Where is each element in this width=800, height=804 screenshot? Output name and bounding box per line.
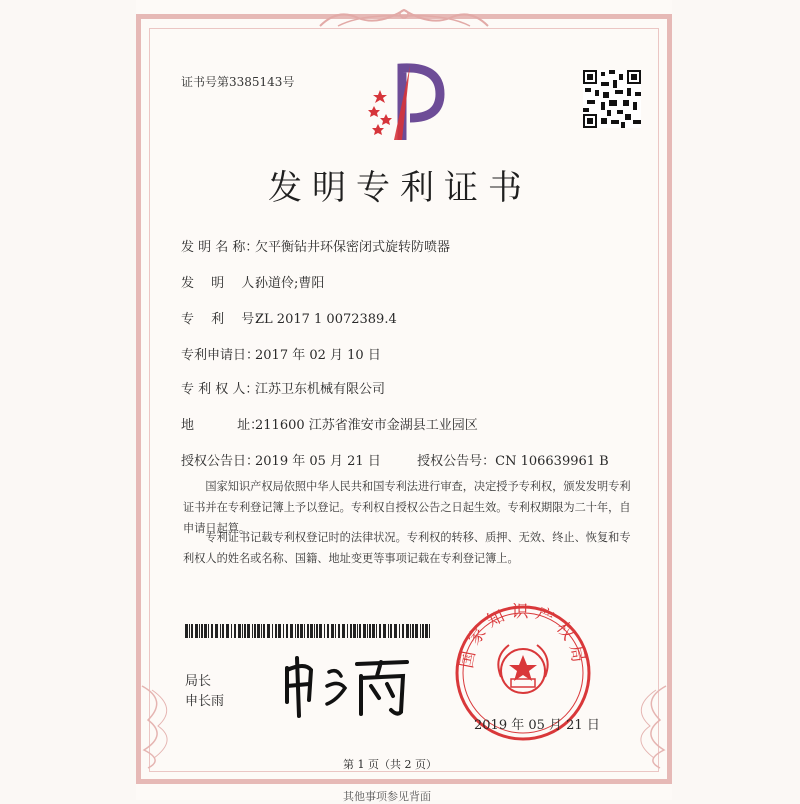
legal-status-note: 专利证书记载专利权登记时的法律状况。专利权的转移、质押、无效、终止、恢复和专利权人的姓名或名称、国籍、地址变更等事项记载在专利登记簿上。 — [183, 531, 631, 565]
certificate-serial: 证书号第3385143号 — [181, 75, 295, 89]
barcode-bar — [215, 624, 218, 638]
field-label: 专 利 权 人： — [181, 382, 259, 397]
barcode-bar — [402, 624, 404, 638]
barcode-bar — [319, 624, 322, 638]
barcode-bar — [189, 624, 190, 638]
barcode-bar — [231, 624, 232, 638]
page-number: 第 1 页（共 2 页） — [343, 758, 437, 771]
barcode-bar — [422, 624, 424, 638]
field-invention-name — [181, 236, 450, 255]
field-inventor — [181, 272, 324, 291]
field-value: 211600 江苏省淮安市金湖县工业园区 — [255, 418, 478, 433]
barcode-bar — [242, 624, 243, 638]
barcode-bar — [388, 624, 389, 638]
bottom-right-ornament-icon — [610, 680, 670, 770]
barcode-bar — [342, 624, 345, 638]
barcode-bar — [357, 624, 358, 638]
barcode-bar — [379, 624, 381, 638]
field-value: 2017 年 02 月 10 日 — [255, 348, 381, 363]
field-label: 授权公告日： — [181, 454, 260, 469]
barcode-bar — [300, 624, 303, 638]
barcode-bar — [304, 624, 305, 638]
barcode-bar — [272, 624, 273, 638]
top-ornament-icon — [318, 6, 490, 28]
field-value: 2019 年 05 月 21 日 — [255, 454, 381, 469]
barcode — [185, 624, 431, 638]
field-label: 授权公告号： — [417, 454, 496, 469]
barcode-bar — [257, 624, 260, 638]
barcode-bar — [252, 624, 253, 638]
field-grant-date — [181, 450, 609, 469]
barcode-bar — [290, 624, 293, 638]
barcode-bar — [376, 624, 377, 638]
patent-office-logo-icon — [366, 60, 446, 146]
barcode-bar — [310, 624, 313, 638]
field-value: 江苏卫东机械有限公司 — [255, 382, 386, 397]
field-label: 发 明 名 称： — [181, 240, 259, 255]
barcode-bar — [399, 624, 400, 638]
seal-text: 国家知识产权局 — [456, 603, 590, 670]
barcode-bar — [222, 624, 224, 638]
barcode-bar — [363, 624, 366, 638]
barcode-bar — [254, 624, 256, 638]
barcode-bar — [263, 624, 265, 638]
barcode-bar — [211, 624, 213, 638]
barcode-bar — [234, 624, 236, 638]
barcode-bar — [220, 624, 221, 638]
barcode-bar — [297, 624, 299, 638]
field-label: 专 利 号： — [181, 312, 268, 327]
field-patent-number — [181, 308, 397, 327]
barcode-bar — [350, 624, 352, 638]
field-label: 地 址： — [181, 418, 264, 433]
field-label: 发 明 人： — [181, 276, 268, 291]
barcode-bar — [327, 624, 329, 638]
barcode-bar — [307, 624, 309, 638]
barcode-bar — [208, 624, 209, 638]
barcode-bar — [353, 624, 356, 638]
barcode-bar — [369, 624, 371, 638]
barcode-bar — [420, 624, 421, 638]
barcode-bar — [425, 624, 428, 638]
field-label: 专利申请日： — [181, 348, 260, 363]
seal-date: 2019 年 05 月 21 日 — [474, 718, 600, 733]
barcode-bar — [338, 624, 340, 638]
barcode-bar — [195, 624, 198, 638]
barcode-bar — [295, 624, 296, 638]
barcode-bar — [324, 624, 325, 638]
barcode-bar — [226, 624, 229, 638]
barcode-bar — [412, 624, 414, 638]
director-signature — [275, 650, 415, 720]
barcode-bar — [247, 624, 250, 638]
qr-code — [583, 70, 641, 128]
barcode-bar — [394, 624, 397, 638]
barcode-bar — [238, 624, 241, 638]
barcode-bar — [244, 624, 246, 638]
barcode-bar — [185, 624, 188, 638]
field-value: ZL 2017 1 0072389.4 — [255, 312, 397, 327]
back-note: 其他事项参见背面 — [343, 790, 431, 803]
barcode-bar — [372, 624, 375, 638]
barcode-bar — [383, 624, 386, 638]
field-value: 欠平衡钻井环保密闭式旋转防喷器 — [255, 240, 451, 255]
barcode-bar — [367, 624, 368, 638]
barcode-bar — [199, 624, 200, 638]
barcode-bar — [278, 624, 281, 638]
barcode-bar — [201, 624, 203, 638]
barcode-bar — [390, 624, 392, 638]
barcode-bar — [429, 624, 430, 638]
barcode-bar — [331, 624, 334, 638]
barcode-bar — [275, 624, 277, 638]
director-title: 局长 — [185, 674, 212, 689]
barcode-bar — [191, 624, 193, 638]
field-value: CN 106639961 B — [495, 454, 609, 469]
field-value: 孙道伶;曹阳 — [255, 276, 325, 291]
field-patentee — [181, 378, 385, 397]
barcode-bar — [316, 624, 318, 638]
barcode-bar — [410, 624, 411, 638]
barcode-bar — [267, 624, 270, 638]
barcode-bar — [286, 624, 288, 638]
grant-statement: 国家知识产权局依照中华人民共和国专利法进行审查，决定授予专利权，颁发发明专利证书并在专利登记簿上予以登记。专利权自授权公告之日起生效。专利权期限为二十年，自申请日起算。 — [183, 480, 631, 535]
barcode-bar — [335, 624, 336, 638]
certificate-title: 发明专利证书 — [268, 168, 532, 208]
barcode-bar — [359, 624, 361, 638]
barcode-bar — [204, 624, 207, 638]
barcode-bar — [261, 624, 262, 638]
barcode-bar — [314, 624, 315, 638]
barcode-bar — [347, 624, 348, 638]
barcode-bar — [283, 624, 284, 638]
barcode-bar — [415, 624, 418, 638]
director-name: 申长雨 — [185, 694, 225, 709]
field-address — [181, 414, 478, 433]
barcode-bar — [406, 624, 409, 638]
field-application-date — [181, 344, 381, 363]
